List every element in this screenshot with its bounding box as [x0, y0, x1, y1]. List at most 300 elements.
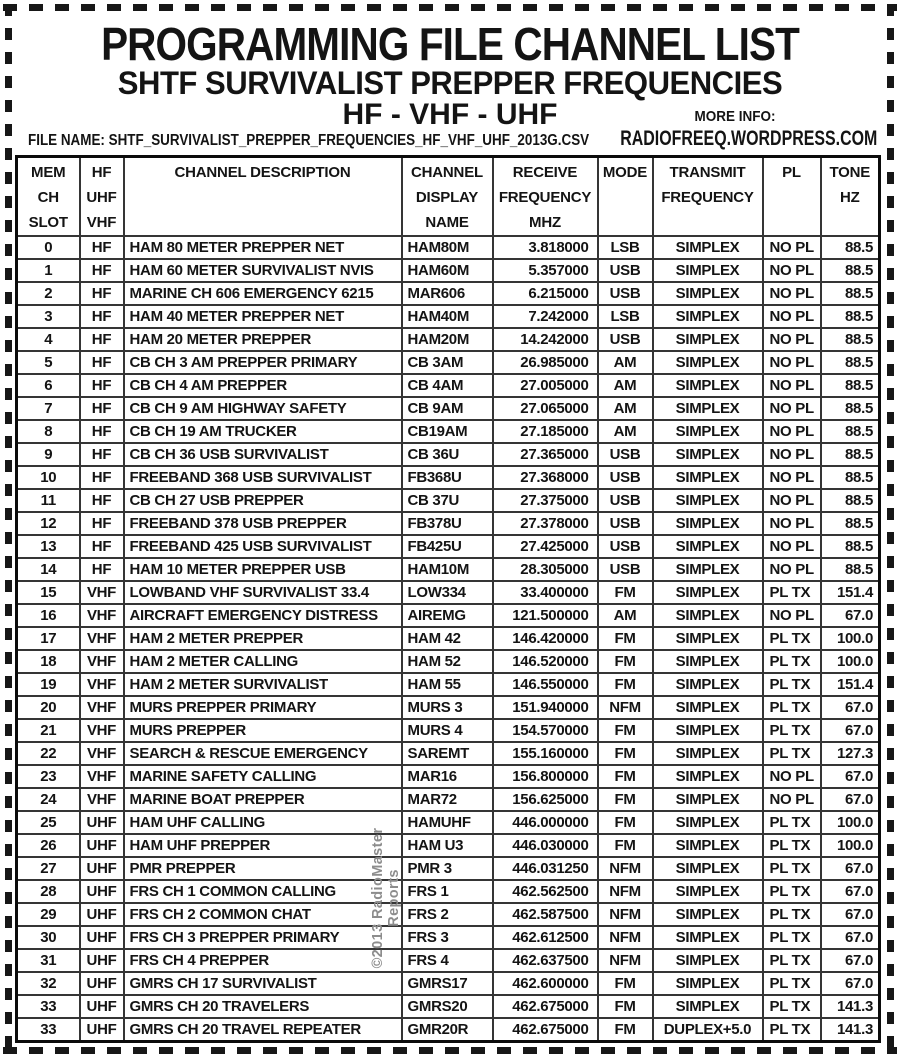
- column-header-line: FREQUENCY: [498, 189, 592, 206]
- description-cell: CB CH 3 AM PREPPER PRIMARY: [124, 351, 402, 374]
- tone-cell: 67.0: [821, 926, 880, 949]
- pl-cell: PL TX: [763, 742, 821, 765]
- column-header-line: NAME: [425, 214, 469, 231]
- table-row: [17, 443, 880, 466]
- rx-frequency-cell: 121.500000: [493, 604, 598, 627]
- band-cell: UHF: [80, 995, 124, 1018]
- column-header-line: MHZ: [529, 214, 561, 231]
- table-row: [17, 282, 880, 305]
- description-cell: CB CH 36 USB SURVIVALIST: [124, 443, 402, 466]
- mode-cell: NFM: [598, 880, 653, 903]
- tx-frequency-cell: SIMPLEX: [653, 627, 763, 650]
- rx-frequency-cell: 146.550000: [493, 673, 598, 696]
- page-title: PROGRAMMING FILE CHANNEL LIST: [101, 18, 799, 70]
- description-cell: HAM UHF CALLING: [124, 811, 402, 834]
- column-header-line: MODE: [602, 164, 648, 181]
- display-name-cell: GMRS17: [402, 972, 493, 995]
- mem-slot-cell: 0: [17, 236, 80, 259]
- mode-cell: FM: [598, 650, 653, 673]
- display-name-cell: FB378U: [402, 512, 493, 535]
- pl-cell: PL TX: [763, 834, 821, 857]
- description-cell: FRS CH 3 PREPPER PRIMARY: [124, 926, 402, 949]
- pl-cell: PL TX: [763, 811, 821, 834]
- mode-cell: USB: [598, 466, 653, 489]
- mode-cell: AM: [598, 397, 653, 420]
- rx-frequency-cell: 27.365000: [493, 443, 598, 466]
- tx-frequency-cell: SIMPLEX: [653, 535, 763, 558]
- rx-frequency-cell: 156.800000: [493, 765, 598, 788]
- tx-frequency-cell: SIMPLEX: [653, 857, 763, 880]
- display-name-cell: FRS 1: [402, 880, 493, 903]
- pl-cell: NO PL: [763, 788, 821, 811]
- band-cell: VHF: [80, 788, 124, 811]
- table-row: [17, 535, 880, 558]
- mem-slot-cell: 1: [17, 259, 80, 282]
- tx-frequency-cell: SIMPLEX: [653, 489, 763, 512]
- mode-cell: FM: [598, 581, 653, 604]
- table-row: [17, 811, 880, 834]
- display-name-cell: MAR606: [402, 282, 493, 305]
- description-cell: MARINE CH 606 EMERGENCY 6215: [124, 282, 402, 305]
- table-header-row: [17, 157, 880, 237]
- mode-cell: FM: [598, 788, 653, 811]
- display-name-cell: FRS 3: [402, 926, 493, 949]
- table-row: [17, 719, 880, 742]
- mode-cell: FM: [598, 811, 653, 834]
- column-header-line: TONE: [829, 164, 871, 181]
- pl-cell: NO PL: [763, 328, 821, 351]
- tone-cell: 88.5: [821, 535, 880, 558]
- pl-cell: PL TX: [763, 949, 821, 972]
- tx-frequency-cell: SIMPLEX: [653, 880, 763, 903]
- table-row: [17, 374, 880, 397]
- column-header-line: VHF: [86, 214, 117, 231]
- tone-cell: 100.0: [821, 627, 880, 650]
- band-cell: VHF: [80, 696, 124, 719]
- mem-slot-cell: 13: [17, 535, 80, 558]
- mode-cell: FM: [598, 1018, 653, 1042]
- table-row: [17, 328, 880, 351]
- tx-frequency-cell: SIMPLEX: [653, 926, 763, 949]
- mem-slot-cell: 26: [17, 834, 80, 857]
- tone-cell: 141.3: [821, 1018, 880, 1042]
- band-cell: UHF: [80, 949, 124, 972]
- rx-frequency-cell: 462.600000: [493, 972, 598, 995]
- description-cell: GMRS CH 17 SURVIVALIST: [124, 972, 402, 995]
- tx-frequency-cell: SIMPLEX: [653, 742, 763, 765]
- mem-slot-cell: 2: [17, 282, 80, 305]
- band-cell: UHF: [80, 926, 124, 949]
- column-header-line: SLOT: [28, 214, 68, 231]
- mem-slot-cell: 19: [17, 673, 80, 696]
- rx-frequency-cell: 462.562500: [493, 880, 598, 903]
- rx-frequency-cell: 27.425000: [493, 535, 598, 558]
- page-border-top: [3, 4, 897, 11]
- page-subtitle: SHTF SURVIVALIST PREPPER FREQUENCIES: [117, 65, 783, 101]
- band-cell: HF: [80, 535, 124, 558]
- mem-slot-cell: 8: [17, 420, 80, 443]
- tx-frequency-cell: SIMPLEX: [653, 259, 763, 282]
- mode-cell: NFM: [598, 926, 653, 949]
- description-cell: FREEBAND 378 USB PREPPER: [124, 512, 402, 535]
- mem-slot-cell: 6: [17, 374, 80, 397]
- pl-cell: PL TX: [763, 903, 821, 926]
- display-name-cell: HAM80M: [402, 236, 493, 259]
- display-name-cell: HAM40M: [402, 305, 493, 328]
- pl-cell: PL TX: [763, 926, 821, 949]
- column-header-channel-display-name: [402, 157, 493, 237]
- display-name-cell: FRS 4: [402, 949, 493, 972]
- display-name-cell: HAM20M: [402, 328, 493, 351]
- rx-frequency-cell: 462.637500: [493, 949, 598, 972]
- display-name-cell: HAMUHF: [402, 811, 493, 834]
- display-name-cell: GMR20R: [402, 1018, 493, 1042]
- tx-frequency-cell: SIMPLEX: [653, 374, 763, 397]
- description-cell: HAM 80 METER PREPPER NET: [124, 236, 402, 259]
- mode-cell: AM: [598, 374, 653, 397]
- band-cell: VHF: [80, 742, 124, 765]
- band-cell: VHF: [80, 719, 124, 742]
- table-row: [17, 581, 880, 604]
- page-border-bottom: [3, 1047, 897, 1054]
- mem-slot-cell: 11: [17, 489, 80, 512]
- display-name-cell: MURS 4: [402, 719, 493, 742]
- table-row: [17, 305, 880, 328]
- mode-cell: NFM: [598, 949, 653, 972]
- column-header-line: RECEIVE: [512, 164, 578, 181]
- mode-cell: USB: [598, 558, 653, 581]
- band-cell: VHF: [80, 765, 124, 788]
- mode-cell: AM: [598, 420, 653, 443]
- description-cell: HAM 2 METER CALLING: [124, 650, 402, 673]
- band-cell: UHF: [80, 834, 124, 857]
- tone-cell: 88.5: [821, 489, 880, 512]
- band-cell: HF: [80, 351, 124, 374]
- description-cell: HAM 40 METER PREPPER NET: [124, 305, 402, 328]
- description-cell: SEARCH & RESCUE EMERGENCY: [124, 742, 402, 765]
- mem-slot-cell: 16: [17, 604, 80, 627]
- description-cell: MARINE BOAT PREPPER: [124, 788, 402, 811]
- tone-cell: 67.0: [821, 903, 880, 926]
- band-cell: VHF: [80, 673, 124, 696]
- column-header-line: CHANNEL DESCRIPTION: [174, 164, 351, 181]
- rx-frequency-cell: 462.612500: [493, 926, 598, 949]
- rx-frequency-cell: 27.368000: [493, 466, 598, 489]
- mode-cell: FM: [598, 719, 653, 742]
- more-info-label: MORE INFO:: [694, 108, 776, 125]
- rx-frequency-cell: 446.031250: [493, 857, 598, 880]
- column-header-band: [80, 157, 124, 237]
- table-row: [17, 512, 880, 535]
- band-cell: HF: [80, 558, 124, 581]
- tone-cell: 88.5: [821, 305, 880, 328]
- rx-frequency-cell: 27.005000: [493, 374, 598, 397]
- column-header-tone-hz: [821, 157, 880, 237]
- table-row: [17, 788, 880, 811]
- description-cell: HAM 2 METER PREPPER: [124, 627, 402, 650]
- pl-cell: PL TX: [763, 673, 821, 696]
- mem-slot-cell: 28: [17, 880, 80, 903]
- column-header-receive-frequency-mhz: [493, 157, 598, 237]
- mem-slot-cell: 10: [17, 466, 80, 489]
- mem-slot-cell: 5: [17, 351, 80, 374]
- mem-slot-cell: 31: [17, 949, 80, 972]
- display-name-cell: HAM U3: [402, 834, 493, 857]
- channel-list-table: [15, 155, 881, 1043]
- tx-frequency-cell: SIMPLEX: [653, 673, 763, 696]
- tx-frequency-cell: SIMPLEX: [653, 282, 763, 305]
- display-name-cell: MAR72: [402, 788, 493, 811]
- rx-frequency-cell: 146.420000: [493, 627, 598, 650]
- tone-cell: 141.3: [821, 995, 880, 1018]
- mem-slot-cell: 3: [17, 305, 80, 328]
- mem-slot-cell: 33: [17, 995, 80, 1018]
- website-link: RADIOFREEQ.WORDPRESS.COM: [619, 127, 877, 150]
- pl-cell: PL TX: [763, 627, 821, 650]
- mem-slot-cell: 33: [17, 1018, 80, 1042]
- rx-frequency-cell: 146.520000: [493, 650, 598, 673]
- rx-frequency-cell: 5.357000: [493, 259, 598, 282]
- mode-cell: FM: [598, 995, 653, 1018]
- band-cell: UHF: [80, 857, 124, 880]
- column-header-line: CHANNEL: [411, 164, 483, 181]
- tone-cell: 88.5: [821, 512, 880, 535]
- column-header-mode: [598, 157, 653, 237]
- table-row: [17, 420, 880, 443]
- mem-slot-cell: 23: [17, 765, 80, 788]
- tx-frequency-cell: SIMPLEX: [653, 788, 763, 811]
- tone-cell: 88.5: [821, 443, 880, 466]
- tx-frequency-cell: SIMPLEX: [653, 558, 763, 581]
- description-cell: FREEBAND 368 USB SURVIVALIST: [124, 466, 402, 489]
- rx-frequency-cell: 27.378000: [493, 512, 598, 535]
- tx-frequency-cell: SIMPLEX: [653, 696, 763, 719]
- table-row: [17, 857, 880, 880]
- table-row: [17, 466, 880, 489]
- pl-cell: PL TX: [763, 719, 821, 742]
- tone-cell: 88.5: [821, 374, 880, 397]
- tone-cell: 151.4: [821, 581, 880, 604]
- mem-slot-cell: 25: [17, 811, 80, 834]
- band-range-heading: HF - VHF - UHF: [342, 98, 558, 131]
- mode-cell: AM: [598, 604, 653, 627]
- pl-cell: PL TX: [763, 581, 821, 604]
- table-row: [17, 397, 880, 420]
- display-name-cell: HAM 42: [402, 627, 493, 650]
- description-cell: CB CH 4 AM PREPPER: [124, 374, 402, 397]
- tx-frequency-cell: SIMPLEX: [653, 236, 763, 259]
- rx-frequency-cell: 27.065000: [493, 397, 598, 420]
- band-cell: HF: [80, 374, 124, 397]
- pl-cell: NO PL: [763, 558, 821, 581]
- description-cell: FRS CH 4 PREPPER: [124, 949, 402, 972]
- display-name-cell: CB 37U: [402, 489, 493, 512]
- display-name-cell: HAM60M: [402, 259, 493, 282]
- tx-frequency-cell: SIMPLEX: [653, 834, 763, 857]
- pl-cell: NO PL: [763, 236, 821, 259]
- mem-slot-cell: 4: [17, 328, 80, 351]
- description-cell: HAM 10 METER PREPPER USB: [124, 558, 402, 581]
- page-border-right: [887, 4, 894, 1054]
- mem-slot-cell: 24: [17, 788, 80, 811]
- display-name-cell: MAR16: [402, 765, 493, 788]
- column-header-line: TRANSMIT: [669, 164, 746, 181]
- column-header-line: HZ: [839, 189, 860, 206]
- rx-frequency-cell: 154.570000: [493, 719, 598, 742]
- tx-frequency-cell: SIMPLEX: [653, 765, 763, 788]
- tone-cell: 88.5: [821, 420, 880, 443]
- band-cell: HF: [80, 397, 124, 420]
- band-cell: VHF: [80, 650, 124, 673]
- table-header: [17, 157, 880, 237]
- description-cell: HAM 60 METER SURVIVALIST NVIS: [124, 259, 402, 282]
- table-row: [17, 673, 880, 696]
- tone-cell: 88.5: [821, 282, 880, 305]
- display-name-cell: FRS 2: [402, 903, 493, 926]
- mode-cell: USB: [598, 328, 653, 351]
- tone-cell: 88.5: [821, 259, 880, 282]
- tone-cell: 88.5: [821, 236, 880, 259]
- tx-frequency-cell: SIMPLEX: [653, 811, 763, 834]
- tx-frequency-cell: SIMPLEX: [653, 512, 763, 535]
- mode-cell: FM: [598, 627, 653, 650]
- display-name-cell: SAREMT: [402, 742, 493, 765]
- column-header-transmit-frequency: [653, 157, 763, 237]
- table-row: [17, 949, 880, 972]
- rx-frequency-cell: 446.000000: [493, 811, 598, 834]
- tone-cell: 67.0: [821, 949, 880, 972]
- display-name-cell: CB 36U: [402, 443, 493, 466]
- tone-cell: 88.5: [821, 397, 880, 420]
- tx-frequency-cell: SIMPLEX: [653, 397, 763, 420]
- band-cell: HF: [80, 420, 124, 443]
- band-cell: HF: [80, 328, 124, 351]
- band-cell: VHF: [80, 604, 124, 627]
- tx-frequency-cell: SIMPLEX: [653, 328, 763, 351]
- description-cell: HAM UHF PREPPER: [124, 834, 402, 857]
- band-cell: VHF: [80, 581, 124, 604]
- mode-cell: FM: [598, 972, 653, 995]
- tone-cell: 151.4: [821, 673, 880, 696]
- rx-frequency-cell: 26.985000: [493, 351, 598, 374]
- description-cell: MARINE SAFETY CALLING: [124, 765, 402, 788]
- band-cell: UHF: [80, 1018, 124, 1042]
- mode-cell: FM: [598, 673, 653, 696]
- pl-cell: NO PL: [763, 535, 821, 558]
- tx-frequency-cell: SIMPLEX: [653, 351, 763, 374]
- band-cell: UHF: [80, 903, 124, 926]
- tone-cell: 67.0: [821, 719, 880, 742]
- tx-frequency-cell: SIMPLEX: [653, 305, 763, 328]
- table-row: [17, 926, 880, 949]
- mem-slot-cell: 32: [17, 972, 80, 995]
- tx-frequency-cell: DUPLEX+5.0: [653, 1018, 763, 1042]
- tone-cell: 100.0: [821, 834, 880, 857]
- pl-cell: NO PL: [763, 489, 821, 512]
- band-cell: HF: [80, 282, 124, 305]
- mode-cell: AM: [598, 351, 653, 374]
- rx-frequency-cell: 33.400000: [493, 581, 598, 604]
- display-name-cell: CB 4AM: [402, 374, 493, 397]
- rx-frequency-cell: 14.242000: [493, 328, 598, 351]
- description-cell: AIRCRAFT EMERGENCY DISTRESS: [124, 604, 402, 627]
- display-name-cell: GMRS20: [402, 995, 493, 1018]
- pl-cell: PL TX: [763, 995, 821, 1018]
- description-cell: CB CH 27 USB PREPPER: [124, 489, 402, 512]
- table-row: [17, 903, 880, 926]
- pl-cell: NO PL: [763, 351, 821, 374]
- mode-cell: NFM: [598, 696, 653, 719]
- column-header-line: DISPLAY: [415, 189, 479, 206]
- pl-cell: NO PL: [763, 305, 821, 328]
- band-cell: HF: [80, 305, 124, 328]
- tone-cell: 67.0: [821, 765, 880, 788]
- tone-cell: 67.0: [821, 696, 880, 719]
- pl-cell: PL TX: [763, 696, 821, 719]
- description-cell: MURS PREPPER PRIMARY: [124, 696, 402, 719]
- rx-frequency-cell: 151.940000: [493, 696, 598, 719]
- band-cell: VHF: [80, 627, 124, 650]
- display-name-cell: HAM 52: [402, 650, 493, 673]
- pl-cell: PL TX: [763, 972, 821, 995]
- tx-frequency-cell: SIMPLEX: [653, 903, 763, 926]
- display-name-cell: FB368U: [402, 466, 493, 489]
- pl-cell: PL TX: [763, 650, 821, 673]
- tone-cell: 88.5: [821, 466, 880, 489]
- table-row: [17, 880, 880, 903]
- band-cell: HF: [80, 512, 124, 535]
- table-row: [17, 972, 880, 995]
- pl-cell: NO PL: [763, 420, 821, 443]
- tx-frequency-cell: SIMPLEX: [653, 995, 763, 1018]
- mem-slot-cell: 15: [17, 581, 80, 604]
- display-name-cell: HAM10M: [402, 558, 493, 581]
- table-row: [17, 236, 880, 259]
- tone-cell: 88.5: [821, 328, 880, 351]
- column-header-line: PL: [782, 164, 801, 181]
- pl-cell: PL TX: [763, 880, 821, 903]
- table-row: [17, 1018, 880, 1042]
- tone-cell: 67.0: [821, 857, 880, 880]
- rx-frequency-cell: 446.030000: [493, 834, 598, 857]
- table-row: [17, 489, 880, 512]
- column-header-line: CH: [37, 189, 59, 206]
- mode-cell: NFM: [598, 857, 653, 880]
- mode-cell: LSB: [598, 236, 653, 259]
- mem-slot-cell: 12: [17, 512, 80, 535]
- rx-frequency-cell: 28.305000: [493, 558, 598, 581]
- pl-cell: NO PL: [763, 443, 821, 466]
- band-cell: HF: [80, 236, 124, 259]
- pl-cell: NO PL: [763, 466, 821, 489]
- tx-frequency-cell: SIMPLEX: [653, 949, 763, 972]
- display-name-cell: LOW334: [402, 581, 493, 604]
- column-header-line: HF: [91, 164, 112, 181]
- rx-frequency-cell: 3.818000: [493, 236, 598, 259]
- copyright-watermark: ©2013 RadioMaster Reports: [370, 827, 402, 969]
- tx-frequency-cell: SIMPLEX: [653, 443, 763, 466]
- rx-frequency-cell: 27.375000: [493, 489, 598, 512]
- mode-cell: LSB: [598, 305, 653, 328]
- mem-slot-cell: 20: [17, 696, 80, 719]
- rx-frequency-cell: 7.242000: [493, 305, 598, 328]
- mode-cell: FM: [598, 742, 653, 765]
- mode-cell: FM: [598, 765, 653, 788]
- band-cell: UHF: [80, 880, 124, 903]
- tone-cell: 67.0: [821, 788, 880, 811]
- column-header-pl: [763, 157, 821, 237]
- pl-cell: NO PL: [763, 604, 821, 627]
